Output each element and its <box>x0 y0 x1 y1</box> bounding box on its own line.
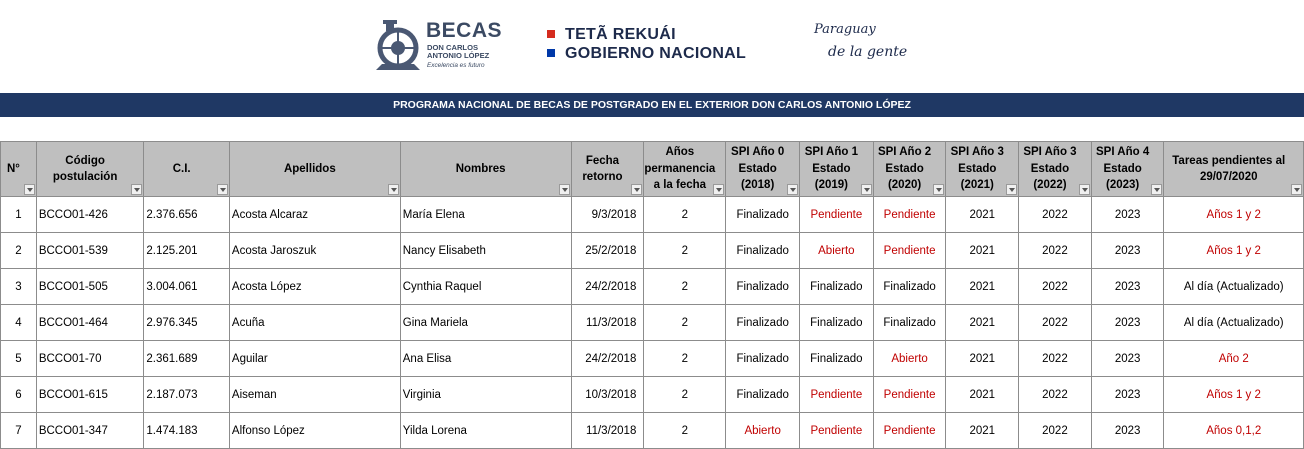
tareas-pendientes-cell: Año 2 <box>1164 341 1304 377</box>
spi-ano3-2022-cell: 2022 <box>1019 305 1092 341</box>
spi-ano3-2021-cell: 2021 <box>946 413 1019 449</box>
col-fecha-retorno-header <box>571 142 644 197</box>
filter-dropdown-icon[interactable] <box>388 184 399 195</box>
row-number: 3 <box>1 269 37 305</box>
row-number: 1 <box>1 197 37 233</box>
spi-ano0-status: Finalizado <box>726 377 800 413</box>
table-row <box>1 269 1304 305</box>
col-codigo-postulacion-header <box>36 142 144 197</box>
col-ci-label: C.I. <box>172 162 191 175</box>
col-spi-ano1-header <box>800 142 874 197</box>
col-spi-ano4-label: SPI Año 4 Estado (2023) <box>1095 146 1150 192</box>
spi-ano1-status: Abierto <box>800 233 874 269</box>
spi-ano2-status: Finalizado <box>873 305 946 341</box>
nombres-cell: Ana Elisa <box>400 341 571 377</box>
spi-ano1-status: Pendiente <box>800 197 874 233</box>
row-number: 4 <box>1 305 37 341</box>
paraguay-logo-line2: de la gente <box>828 44 908 60</box>
spi-ano4-cell: 2023 <box>1091 413 1164 449</box>
ci-cell: 3.004.061 <box>144 269 230 305</box>
spi-ano0-status: Abierto <box>726 413 800 449</box>
row-number: 5 <box>1 341 37 377</box>
table-row <box>1 197 1304 233</box>
paraguay-de-la-gente-logo <box>808 22 908 70</box>
becas-logo <box>372 14 502 76</box>
spi-ano2-status: Pendiente <box>873 377 946 413</box>
nombres-cell: Virginia <box>400 377 571 413</box>
col-spi-ano1-label: SPI Año 1 Estado (2019) <box>804 146 858 192</box>
ci-cell: 1.474.183 <box>144 413 230 449</box>
table-row <box>1 377 1304 413</box>
table-row <box>1 305 1304 341</box>
spi-ano2-status: Pendiente <box>873 413 946 449</box>
col-nombres-label: Nombres <box>455 162 506 175</box>
spi-ano4-cell: 2023 <box>1091 377 1164 413</box>
flag-blue-square-icon <box>547 49 555 57</box>
anos-permanencia-cell: 2 <box>644 413 726 449</box>
filter-dropdown-icon[interactable] <box>24 184 35 195</box>
filter-dropdown-icon[interactable] <box>787 184 798 195</box>
filter-dropdown-icon[interactable] <box>1151 184 1162 195</box>
anos-permanencia-cell: 2 <box>644 197 726 233</box>
fecha-retorno-cell: 10/3/2018 <box>571 377 644 413</box>
filter-dropdown-icon[interactable] <box>933 184 944 195</box>
tareas-pendientes-cell: Años 0,1,2 <box>1164 413 1304 449</box>
col-spi-ano2-label: SPI Año 2 Estado (2020) <box>877 146 932 192</box>
gobierno-logo-line2: GOBIERNO NACIONAL <box>565 45 747 62</box>
spi-ano2-status: Finalizado <box>873 269 946 305</box>
spi-ano0-status: Finalizado <box>726 269 800 305</box>
spi-ano1-status: Finalizado <box>800 341 874 377</box>
scholarship-status-table <box>0 141 1304 449</box>
col-spi-ano3-2021-label: SPI Año 3 Estado (2021) <box>950 146 1004 192</box>
filter-dropdown-icon[interactable] <box>631 184 642 195</box>
filter-dropdown-icon[interactable] <box>559 184 570 195</box>
spi-ano3-2022-cell: 2022 <box>1019 269 1092 305</box>
codigo-postulacion-cell: BCCO01-464 <box>36 305 144 341</box>
spi-ano4-cell: 2023 <box>1091 269 1164 305</box>
locomotive-wheel-icon <box>374 20 422 72</box>
apellidos-cell: Aiseman <box>229 377 400 413</box>
program-title-banner: PROGRAMA NACIONAL DE BECAS DE POSTGRADO EN EL EXTERIOR DON CARLOS ANTONIO LÓPEZ <box>0 93 1304 117</box>
spi-ano3-2021-cell: 2021 <box>946 233 1019 269</box>
spi-ano4-cell: 2023 <box>1091 305 1164 341</box>
col-ci-header <box>144 142 230 197</box>
row-number: 6 <box>1 377 37 413</box>
spi-ano2-status: Abierto <box>873 341 946 377</box>
row-number: 2 <box>1 233 37 269</box>
codigo-postulacion-cell: BCCO01-70 <box>36 341 144 377</box>
becas-logo-title: BECAS <box>426 19 503 42</box>
apellidos-cell: Aguilar <box>229 341 400 377</box>
tareas-pendientes-cell: Al día (Actualizado) <box>1164 269 1304 305</box>
col-spi-ano3-2022-header <box>1019 142 1092 197</box>
spi-ano4-cell: 2023 <box>1091 233 1164 269</box>
gobierno-logo-line1: TETÃ REKUÁI <box>565 26 676 43</box>
spi-ano3-2021-cell: 2021 <box>946 377 1019 413</box>
filter-dropdown-icon[interactable] <box>131 184 142 195</box>
apellidos-cell: Acuña <box>229 305 400 341</box>
fecha-retorno-cell: 11/3/2018 <box>571 305 644 341</box>
table-body <box>1 197 1304 449</box>
col-spi-ano2-header <box>873 142 946 197</box>
col-nombres-header <box>400 142 571 197</box>
col-tareas-pendientes-label: Tareas pendientes al 29/07/2020 <box>1172 154 1286 183</box>
fecha-retorno-cell: 9/3/2018 <box>571 197 644 233</box>
nombres-cell: Cynthia Raquel <box>400 269 571 305</box>
nombres-cell: Yilda Lorena <box>400 413 571 449</box>
becas-subtitle-line2: ANTONIO LÓPEZ <box>427 51 490 61</box>
codigo-postulacion-cell: BCCO01-426 <box>36 197 144 233</box>
filter-dropdown-icon[interactable] <box>1079 184 1090 195</box>
col-spi-ano3-2021-header <box>946 142 1019 197</box>
fecha-retorno-cell: 25/2/2018 <box>571 233 644 269</box>
table-row <box>1 341 1304 377</box>
tareas-pendientes-cell: Años 1 y 2 <box>1164 233 1304 269</box>
spi-ano2-status: Pendiente <box>873 233 946 269</box>
codigo-postulacion-cell: BCCO01-505 <box>36 269 144 305</box>
ci-cell: 2.976.345 <box>144 305 230 341</box>
anos-permanencia-cell: 2 <box>644 377 726 413</box>
codigo-postulacion-cell: BCCO01-539 <box>36 233 144 269</box>
col-apellidos-header <box>229 142 400 197</box>
spi-ano1-status: Pendiente <box>800 413 874 449</box>
spi-ano3-2022-cell: 2022 <box>1019 377 1092 413</box>
row-number: 7 <box>1 413 37 449</box>
flag-red-square-icon <box>547 30 555 38</box>
filter-dropdown-icon[interactable] <box>861 184 872 195</box>
spi-ano3-2021-cell: 2021 <box>946 269 1019 305</box>
gobierno-nacional-logo <box>545 24 755 66</box>
filter-dropdown-icon[interactable] <box>1291 184 1302 195</box>
col-fecha-retorno-label: Fecha retorno <box>582 154 623 183</box>
spi-ano3-2021-cell: 2021 <box>946 197 1019 233</box>
anos-permanencia-cell: 2 <box>644 305 726 341</box>
col-numero-label: N° <box>6 162 20 175</box>
table-row <box>1 233 1304 269</box>
spi-ano3-2022-cell: 2022 <box>1019 233 1092 269</box>
tareas-pendientes-cell: Al día (Actualizado) <box>1164 305 1304 341</box>
spi-ano4-cell: 2023 <box>1091 341 1164 377</box>
ci-cell: 2.125.201 <box>144 233 230 269</box>
spi-ano2-status: Pendiente <box>873 197 946 233</box>
spi-ano1-status: Pendiente <box>800 377 874 413</box>
col-spi-ano4-header <box>1091 142 1164 197</box>
col-codigo-postulacion-label: Código postulación <box>52 154 118 183</box>
col-numero-header <box>1 142 37 197</box>
nombres-cell: Nancy Elisabeth <box>400 233 571 269</box>
nombres-cell: Gina Mariela <box>400 305 571 341</box>
spi-ano0-status: Finalizado <box>726 197 800 233</box>
ci-cell: 2.376.656 <box>144 197 230 233</box>
apellidos-cell: Alfonso López <box>229 413 400 449</box>
col-anos-permanencia-label: Años permanencia a la fecha <box>644 146 716 192</box>
ci-cell: 2.187.073 <box>144 377 230 413</box>
spi-ano3-2021-cell: 2021 <box>946 305 1019 341</box>
anos-permanencia-cell: 2 <box>644 341 726 377</box>
tareas-pendientes-cell: Años 1 y 2 <box>1164 197 1304 233</box>
fecha-retorno-cell: 11/3/2018 <box>571 413 644 449</box>
filter-dropdown-icon[interactable] <box>713 184 724 195</box>
codigo-postulacion-cell: BCCO01-347 <box>36 413 144 449</box>
becas-logo-subtitle <box>427 44 507 61</box>
filter-dropdown-icon[interactable] <box>217 184 228 195</box>
col-spi-ano0-header <box>726 142 800 197</box>
col-anos-permanencia-header <box>644 142 726 197</box>
spi-ano1-status: Finalizado <box>800 305 874 341</box>
apellidos-cell: Acosta Alcaraz <box>229 197 400 233</box>
becas-subtitle-line1: DON CARLOS <box>427 43 479 52</box>
spi-ano1-status: Finalizado <box>800 269 874 305</box>
codigo-postulacion-cell: BCCO01-615 <box>36 377 144 413</box>
col-tareas-pendientes-header <box>1164 142 1304 197</box>
ci-cell: 2.361.689 <box>144 341 230 377</box>
spi-ano0-status: Finalizado <box>726 341 800 377</box>
paraguay-logo-line1: Paraguay <box>814 22 876 37</box>
anos-permanencia-cell: 2 <box>644 233 726 269</box>
filter-dropdown-icon[interactable] <box>1006 184 1017 195</box>
apellidos-cell: Acosta Jaroszuk <box>229 233 400 269</box>
anos-permanencia-cell: 2 <box>644 269 726 305</box>
col-spi-ano3-2022-label: SPI Año 3 Estado (2022) <box>1023 146 1077 192</box>
col-spi-ano0-label: SPI Año 0 Estado (2018) <box>731 146 785 192</box>
table-header-row <box>1 142 1304 197</box>
apellidos-cell: Acosta López <box>229 269 400 305</box>
fecha-retorno-cell: 24/2/2018 <box>571 341 644 377</box>
spi-ano3-2022-cell: 2022 <box>1019 197 1092 233</box>
spi-ano0-status: Finalizado <box>726 233 800 269</box>
spi-ano3-2021-cell: 2021 <box>946 341 1019 377</box>
spi-ano3-2022-cell: 2022 <box>1019 413 1092 449</box>
spi-ano0-status: Finalizado <box>726 305 800 341</box>
spi-ano4-cell: 2023 <box>1091 197 1164 233</box>
tareas-pendientes-cell: Años 1 y 2 <box>1164 377 1304 413</box>
table-row <box>1 413 1304 449</box>
nombres-cell: María Elena <box>400 197 571 233</box>
becas-logo-tagline: Excelencia es futuro <box>427 62 485 69</box>
fecha-retorno-cell: 24/2/2018 <box>571 269 644 305</box>
spi-ano3-2022-cell: 2022 <box>1019 341 1092 377</box>
col-apellidos-label: Apellidos <box>283 162 336 175</box>
